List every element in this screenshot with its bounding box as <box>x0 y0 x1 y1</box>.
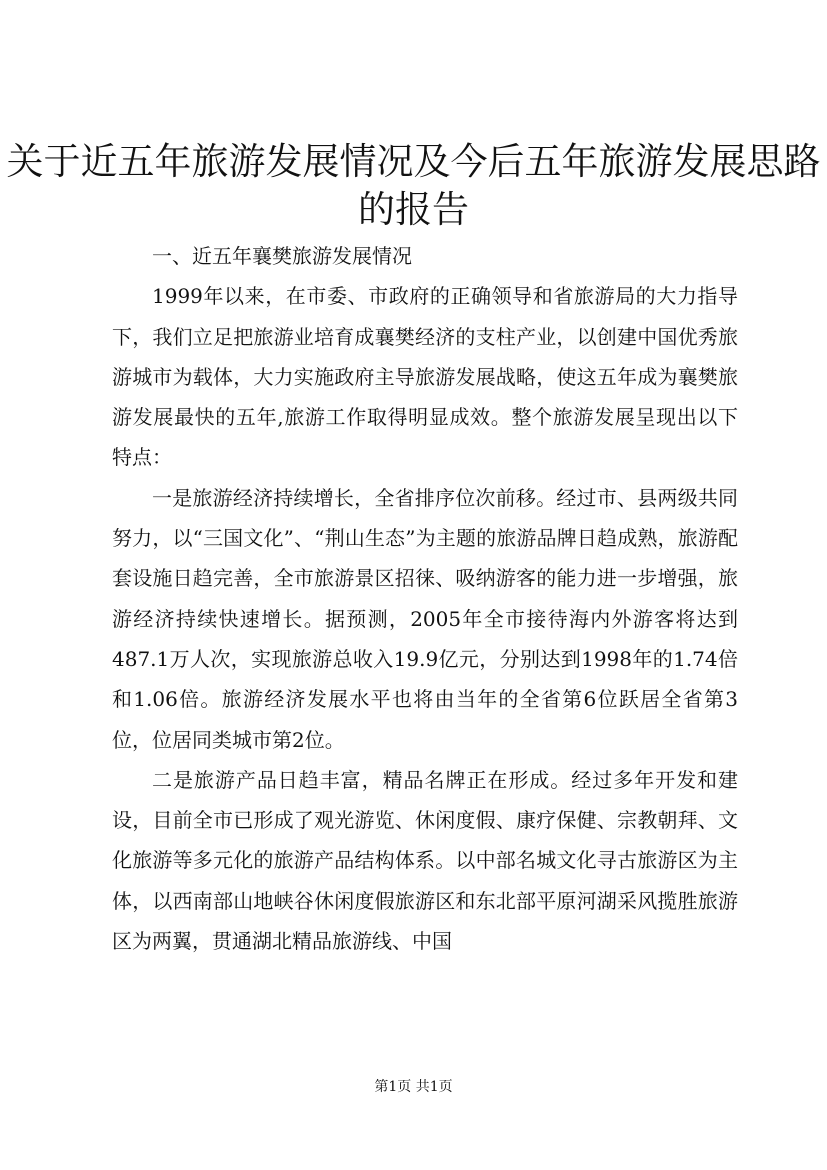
paragraph-point-one: 一是旅游经济持续增长，全省排序位次前移。经过市、县两级共同努力，以“三国文化”、“荆山生态”为主题的旅游品牌日趋成熟，旅游配套设施日趋完善，全市旅游景区招徕、吸纳游客的能力进一步增强，旅游经济持续快速增长。据预测，2005年全市接待海内外游客将达到487.1万人次，实现旅游总收入19.9亿元，分别达到1998年的1.74倍和1.06倍。旅游经济发展水平也将由当年的全省第6位跃居全省第3位，位居同类城市第2位。 <box>112 485 738 752</box>
section-heading: 一、近五年襄樊旅游发展情况 <box>152 244 412 268</box>
document-body <box>112 236 738 961</box>
document-title: 关于近五年旅游发展情况及今后五年旅游发展思路的报告 <box>6 140 821 231</box>
paragraph-intro: 1999年以来，在市委、市政府的正确领导和省旅游局的大力指导下，我们立足把旅游业培育成襄樊经济的支柱产业，以创建中国优秀旅游城市为载体，大力实施政府主导旅游发展战略，使这五年成为襄樊旅游发展最快的五年,旅游工作取得明显成效。整个旅游发展呈现出以下特点： <box>112 284 738 470</box>
paragraph-point-two: 二是旅游产品日趋丰富，精品名牌正在形成。经过多年开发和建设，目前全市已形成了观光游览、休闲度假、康疗保健、宗教朝拜、文化旅游等多元化的旅游产品结构体系。以中部名城文化寻古旅游区为主体，以西南部山地峡谷休闲度假旅游区和东北部平原河湖采风揽胜旅游区为两翼，贯通湖北精品旅游线、中国 <box>112 767 738 954</box>
page-footer: 第1页 共1页 <box>374 1079 453 1095</box>
